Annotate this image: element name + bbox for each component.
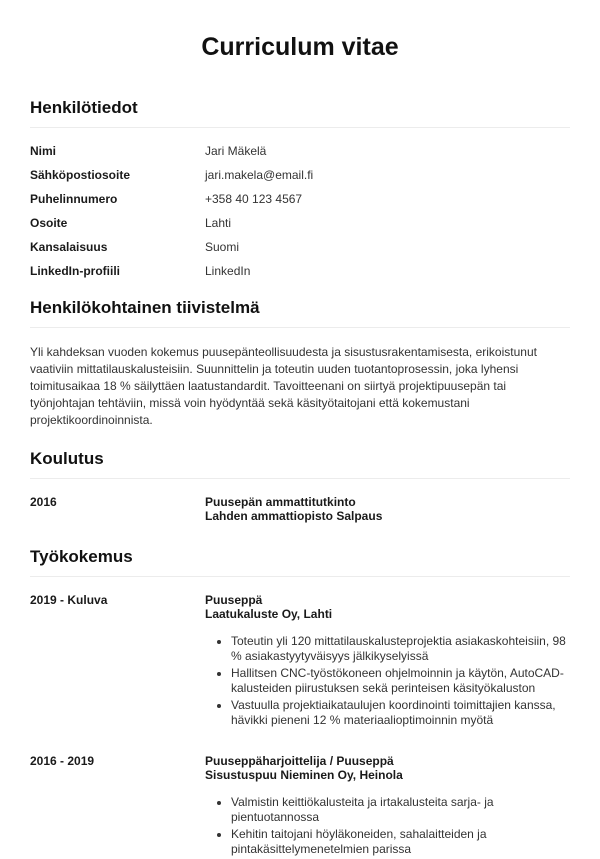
bullet-item: • Toteutin yli 120 mittatilauskalusteprojektia asiakaskohteisiin, 98 % asiakastyytyväisyys jälkikyselyissä: [231, 634, 570, 664]
section-experience: [30, 547, 570, 859]
education-degree: Puusepän ammattitutkinto: [205, 495, 356, 509]
section-personal-info: [30, 98, 570, 278]
info-value-name: Jari Mäkelä: [205, 144, 267, 158]
education-institution: Lahden ammattiopisto Salpaus: [205, 509, 383, 523]
experience-heading: Työkokemus: [30, 547, 570, 577]
work-entry: [30, 754, 570, 859]
work-company: Laatukaluste Oy, Lahti: [205, 607, 333, 621]
bullet-item: • Valmistin keittiökalusteita ja irtakalusteita sarja- ja pientuotannossa: [231, 795, 570, 825]
section-education: [30, 449, 570, 523]
work-job-title: Puuseppäharjoittelija / Puuseppä: [205, 754, 394, 768]
summary-paragraph: Yli kahdeksan vuoden kokemus puusepänteollisuudesta ja sisustusrakentamisesta, erikoistunut vaativiin mittatilauskalusteisiin. Suunnittelin ja toteutin uuden tuotantoprosessin, joka lyhensi toimitusaikaa 18 % säilyttäen laatustandardit. Tavoitteenani on siirtyä projektipuusepän tai työnjohtajan tehtäviin, missä voin hyödyntää sekä käsityötaitojani että kokemustani projektikoordinoinnista.: [30, 345, 537, 427]
bullet-item: • Kehitin taitojani höyläkoneiden, sahalaitteiden ja pintakäsittelymenetelmien parissa: [231, 827, 570, 857]
education-entry: [30, 495, 570, 523]
info-row-nationality: [30, 240, 570, 254]
work-job-title: Puuseppä: [205, 593, 263, 607]
work-period: 2016 - 2019: [30, 754, 95, 768]
info-row-name: [30, 144, 570, 158]
info-label: Kansalaisuus: [30, 240, 108, 254]
bullet-item: • Vastuulla projektiaikataulujen koordinointi toimittajien kanssa, hävikki pieneni 12 % materiaalioptimoinnin myötä: [231, 698, 570, 728]
section-summary: [30, 298, 570, 429]
info-row-email: [30, 168, 570, 182]
work-company: Sisustuspuu Nieminen Oy, Heinola: [205, 768, 403, 782]
info-row-phone: [30, 192, 570, 206]
info-row-linkedin: [30, 264, 570, 278]
bullet-item: • Hallitsen CNC-työstökoneen ohjelmoinnin ja käytön, AutoCAD-kalusteiden piirustuksen sekä perinteisen käsityökaluston: [231, 666, 570, 696]
education-heading: Koulutus: [30, 449, 570, 479]
info-value-address: Lahti: [205, 216, 232, 230]
education-entry-body: [205, 495, 570, 523]
summary-heading: Henkilökohtainen tiivistelmä: [30, 298, 570, 328]
personal-info-heading: Henkilötiedot: [30, 98, 570, 128]
info-label: Nimi: [30, 144, 57, 158]
work-period: 2019 - Kuluva: [30, 593, 108, 607]
work-entry-body: [205, 593, 570, 730]
info-label: Osoite: [30, 216, 68, 230]
info-row-address: [30, 216, 570, 230]
work-bullet-list: [205, 634, 570, 728]
education-period: 2016: [30, 495, 57, 509]
work-entry: [30, 593, 570, 730]
info-value-phone: +358 40 123 4567: [205, 192, 303, 206]
info-value-email: jari.makela@email.fi: [205, 168, 314, 182]
info-label: Sähköpostiosoite: [30, 168, 131, 182]
linkedin-link[interactable]: LinkedIn: [205, 264, 251, 278]
info-label: LinkedIn-profiili: [30, 264, 120, 278]
info-label: Puhelinnumero: [30, 192, 118, 206]
page-title: Curriculum vitae: [201, 33, 399, 61]
info-value-nationality: Suomi: [205, 240, 240, 254]
work-entry-body: [205, 754, 570, 859]
